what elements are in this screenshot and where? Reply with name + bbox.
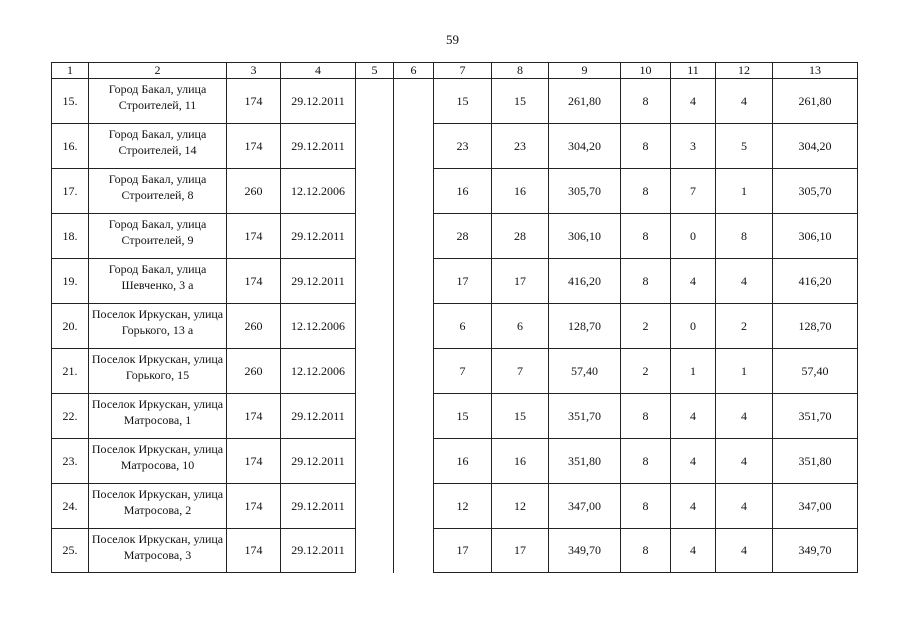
data-cell-c4: 12.12.2006: [281, 304, 356, 349]
data-cell-c12: 4: [716, 259, 773, 304]
address-line-2: Строителей, 11: [118, 98, 197, 112]
data-cell-c4: 29.12.2011: [281, 394, 356, 439]
row-number-cell: 23.: [52, 439, 89, 484]
row-number-cell: 15.: [52, 79, 89, 124]
data-cell-c9: 57,40: [549, 349, 621, 394]
empty-cell-c5: [356, 169, 394, 214]
empty-cell-c6: [394, 394, 434, 439]
address-cell: [89, 484, 227, 529]
empty-cell-c6: [394, 259, 434, 304]
data-cell-c3: 174: [227, 394, 281, 439]
data-cell-c8: 16: [492, 439, 549, 484]
page-number: 59: [446, 32, 459, 47]
table-row: [52, 529, 858, 573]
address-cell: [89, 169, 227, 214]
data-cell-c9: 306,10: [549, 214, 621, 259]
data-cell-c11: 1: [671, 349, 716, 394]
row-number-cell: 16.: [52, 124, 89, 169]
data-cell-c7: 7: [434, 349, 492, 394]
data-cell-c8: 17: [492, 529, 549, 573]
address-line-2: Строителей, 9: [121, 233, 194, 247]
address-line-1: Поселок Иркускан, улица: [91, 442, 224, 456]
data-cell-c8: 7: [492, 349, 549, 394]
data-cell-c13: 351,70: [773, 394, 858, 439]
data-cell-c3: 260: [227, 304, 281, 349]
row-number-cell: 24.: [52, 484, 89, 529]
column-number: 4: [281, 63, 356, 79]
address-cell: [89, 124, 227, 169]
column-number: 9: [549, 63, 621, 79]
data-cell-c3: 174: [227, 79, 281, 124]
data-cell-c10: 8: [621, 124, 671, 169]
data-cell-c10: 8: [621, 259, 671, 304]
data-cell-c7: 28: [434, 214, 492, 259]
data-cell-c12: 4: [716, 529, 773, 573]
data-cell-c12: 4: [716, 484, 773, 529]
address-cell: [89, 259, 227, 304]
table-row: [52, 79, 858, 124]
data-cell-c13: 305,70: [773, 169, 858, 214]
data-cell-c7: 17: [434, 259, 492, 304]
empty-cell-c6: [394, 169, 434, 214]
data-cell-c10: 2: [621, 349, 671, 394]
column-number: 8: [492, 63, 549, 79]
data-cell-c4: 29.12.2011: [281, 124, 356, 169]
address-cell: [89, 439, 227, 484]
data-cell-c13: 349,70: [773, 529, 858, 573]
data-cell-c10: 8: [621, 169, 671, 214]
data-cell-c11: 0: [671, 214, 716, 259]
empty-cell-c6: [394, 439, 434, 484]
data-cell-c7: 23: [434, 124, 492, 169]
row-number-cell: 18.: [52, 214, 89, 259]
data-cell-c7: 16: [434, 439, 492, 484]
row-number-cell: 22.: [52, 394, 89, 439]
data-cell-c9: 128,70: [549, 304, 621, 349]
address-line-1: Поселок Иркускан, улица: [91, 531, 224, 546]
data-cell-c9: 351,70: [549, 394, 621, 439]
data-cell-c9: 305,70: [549, 169, 621, 214]
address-line-1: Город Бакал, улица: [108, 127, 207, 141]
data-cell-c8: 12: [492, 484, 549, 529]
empty-cell-c5: [356, 124, 394, 169]
data-cell-c3: 260: [227, 349, 281, 394]
address-line-1: Город Бакал, улица: [108, 217, 207, 231]
data-cell-c12: 8: [716, 214, 773, 259]
data-cell-c4: 12.12.2006: [281, 349, 356, 394]
data-cell-c7: 15: [434, 394, 492, 439]
address-line-1: Поселок Иркускан, улица: [91, 487, 224, 501]
data-cell-c10: 2: [621, 304, 671, 349]
data-cell-c3: 174: [227, 259, 281, 304]
table-row: [52, 169, 858, 214]
address-line-2: Горького, 13 а: [121, 323, 194, 337]
table-row: [52, 124, 858, 169]
table-body: [52, 79, 858, 573]
data-cell-c8: 16: [492, 169, 549, 214]
table-row: [52, 259, 858, 304]
data-cell-c11: 4: [671, 484, 716, 529]
column-number-row: [52, 63, 858, 79]
data-cell-c13: 304,20: [773, 124, 858, 169]
empty-cell-c5: [356, 439, 394, 484]
empty-cell-c6: [394, 79, 434, 124]
address-cell: [89, 79, 227, 124]
address-cell: [89, 214, 227, 259]
data-cell-c7: 12: [434, 484, 492, 529]
empty-cell-c6: [394, 214, 434, 259]
data-cell-c8: 6: [492, 304, 549, 349]
data-cell-c13: 128,70: [773, 304, 858, 349]
data-cell-c13: 261,80: [773, 79, 858, 124]
address-line-1: Поселок Иркускан, улица: [91, 397, 224, 411]
data-cell-c7: 15: [434, 79, 492, 124]
data-cell-c4: 29.12.2011: [281, 214, 356, 259]
data-cell-c13: 347,00: [773, 484, 858, 529]
data-cell-c10: 8: [621, 394, 671, 439]
address-cell: [89, 529, 227, 573]
data-cell-c10: 8: [621, 484, 671, 529]
data-cell-c11: 4: [671, 394, 716, 439]
empty-cell-c5: [356, 529, 394, 573]
data-cell-c11: 4: [671, 79, 716, 124]
row-number-cell: 17.: [52, 169, 89, 214]
data-cell-c9: 347,00: [549, 484, 621, 529]
data-cell-c9: 261,80: [549, 79, 621, 124]
empty-cell-c5: [356, 394, 394, 439]
column-number: 12: [716, 63, 773, 79]
data-cell-c4: 29.12.2011: [281, 259, 356, 304]
empty-cell-c6: [394, 304, 434, 349]
address-line-1: Поселок Иркускан, улица: [91, 352, 224, 366]
data-cell-c4: 29.12.2011: [281, 484, 356, 529]
data-cell-c12: 1: [716, 349, 773, 394]
column-number: 1: [52, 63, 89, 79]
data-cell-c8: 28: [492, 214, 549, 259]
data-cell-c10: 8: [621, 214, 671, 259]
data-cell-c8: 23: [492, 124, 549, 169]
column-number: 13: [773, 63, 858, 79]
column-number: 2: [89, 63, 227, 79]
table-row: [52, 349, 858, 394]
empty-cell-c6: [394, 349, 434, 394]
row-number-cell: 19.: [52, 259, 89, 304]
data-cell-c4: 29.12.2011: [281, 79, 356, 124]
column-number: 6: [394, 63, 434, 79]
table-row: [52, 484, 858, 529]
empty-cell-c5: [356, 484, 394, 529]
address-line-1: Город Бакал, улица: [108, 82, 207, 96]
address-line-2: Строителей, 14: [118, 143, 197, 157]
data-cell-c8: 15: [492, 79, 549, 124]
column-number: 7: [434, 63, 492, 79]
empty-cell-c6: [394, 484, 434, 529]
column-number: 10: [621, 63, 671, 79]
data-cell-c7: 6: [434, 304, 492, 349]
data-cell-c13: 351,80: [773, 439, 858, 484]
data-cell-c9: 349,70: [549, 529, 621, 573]
address-line-2: Матросова, 3: [123, 547, 192, 562]
data-cell-c9: 351,80: [549, 439, 621, 484]
data-cell-c13: 306,10: [773, 214, 858, 259]
address-line-1: Город Бакал, улица: [108, 262, 207, 276]
empty-cell-c5: [356, 349, 394, 394]
empty-cell-c6: [394, 124, 434, 169]
table-row: [52, 439, 858, 484]
data-cell-c12: 4: [716, 394, 773, 439]
address-line-2: Матросова, 10: [120, 458, 195, 472]
data-cell-c12: 1: [716, 169, 773, 214]
data-cell-c11: 4: [671, 529, 716, 573]
data-cell-c4: 29.12.2011: [281, 439, 356, 484]
housing-registry-table: [51, 62, 858, 573]
data-cell-c11: 3: [671, 124, 716, 169]
column-number: 5: [356, 63, 394, 79]
address-line-2: Горького, 15: [125, 368, 190, 382]
row-number-cell: 20.: [52, 304, 89, 349]
row-number-cell: 21.: [52, 349, 89, 394]
data-cell-c13: 416,20: [773, 259, 858, 304]
data-cell-c3: 174: [227, 124, 281, 169]
empty-cell-c5: [356, 214, 394, 259]
data-cell-c10: 8: [621, 439, 671, 484]
row-number-cell: 25.: [52, 529, 89, 573]
data-cell-c7: 17: [434, 529, 492, 573]
data-cell-c11: 4: [671, 439, 716, 484]
data-cell-c11: 7: [671, 169, 716, 214]
data-cell-c9: 304,20: [549, 124, 621, 169]
data-cell-c12: 2: [716, 304, 773, 349]
data-cell-c3: 174: [227, 214, 281, 259]
data-cell-c4: 29.12.2011: [281, 529, 356, 573]
column-number: 3: [227, 63, 281, 79]
data-cell-c11: 4: [671, 259, 716, 304]
table-row: [52, 214, 858, 259]
address-line-2: Матросова, 2: [123, 503, 192, 517]
address-cell: [89, 304, 227, 349]
data-cell-c8: 15: [492, 394, 549, 439]
data-cell-c8: 17: [492, 259, 549, 304]
table-row: [52, 394, 858, 439]
empty-cell-c5: [356, 79, 394, 124]
data-cell-c12: 4: [716, 79, 773, 124]
data-cell-c9: 416,20: [549, 259, 621, 304]
empty-cell-c5: [356, 259, 394, 304]
column-number: 11: [671, 63, 716, 79]
data-cell-c7: 16: [434, 169, 492, 214]
address-line-2: Шевченко, 3 а: [121, 278, 194, 292]
address-cell: [89, 349, 227, 394]
address-cell: [89, 394, 227, 439]
empty-cell-c5: [356, 304, 394, 349]
data-cell-c4: 12.12.2006: [281, 169, 356, 214]
address-line-2: Матросова, 1: [123, 413, 192, 427]
data-cell-c3: 260: [227, 169, 281, 214]
data-cell-c13: 57,40: [773, 349, 858, 394]
address-line-2: Строителей, 8: [121, 188, 194, 202]
address-line-1: Поселок Иркускан, улица: [91, 307, 224, 321]
data-cell-c3: 174: [227, 439, 281, 484]
data-cell-c12: 4: [716, 439, 773, 484]
data-cell-c12: 5: [716, 124, 773, 169]
data-cell-c3: 174: [227, 529, 281, 573]
empty-cell-c6: [394, 529, 434, 573]
data-cell-c10: 8: [621, 79, 671, 124]
address-line-1: Город Бакал, улица: [108, 172, 207, 186]
data-cell-c10: 8: [621, 529, 671, 573]
table-row: [52, 304, 858, 349]
data-cell-c11: 0: [671, 304, 716, 349]
data-cell-c3: 174: [227, 484, 281, 529]
